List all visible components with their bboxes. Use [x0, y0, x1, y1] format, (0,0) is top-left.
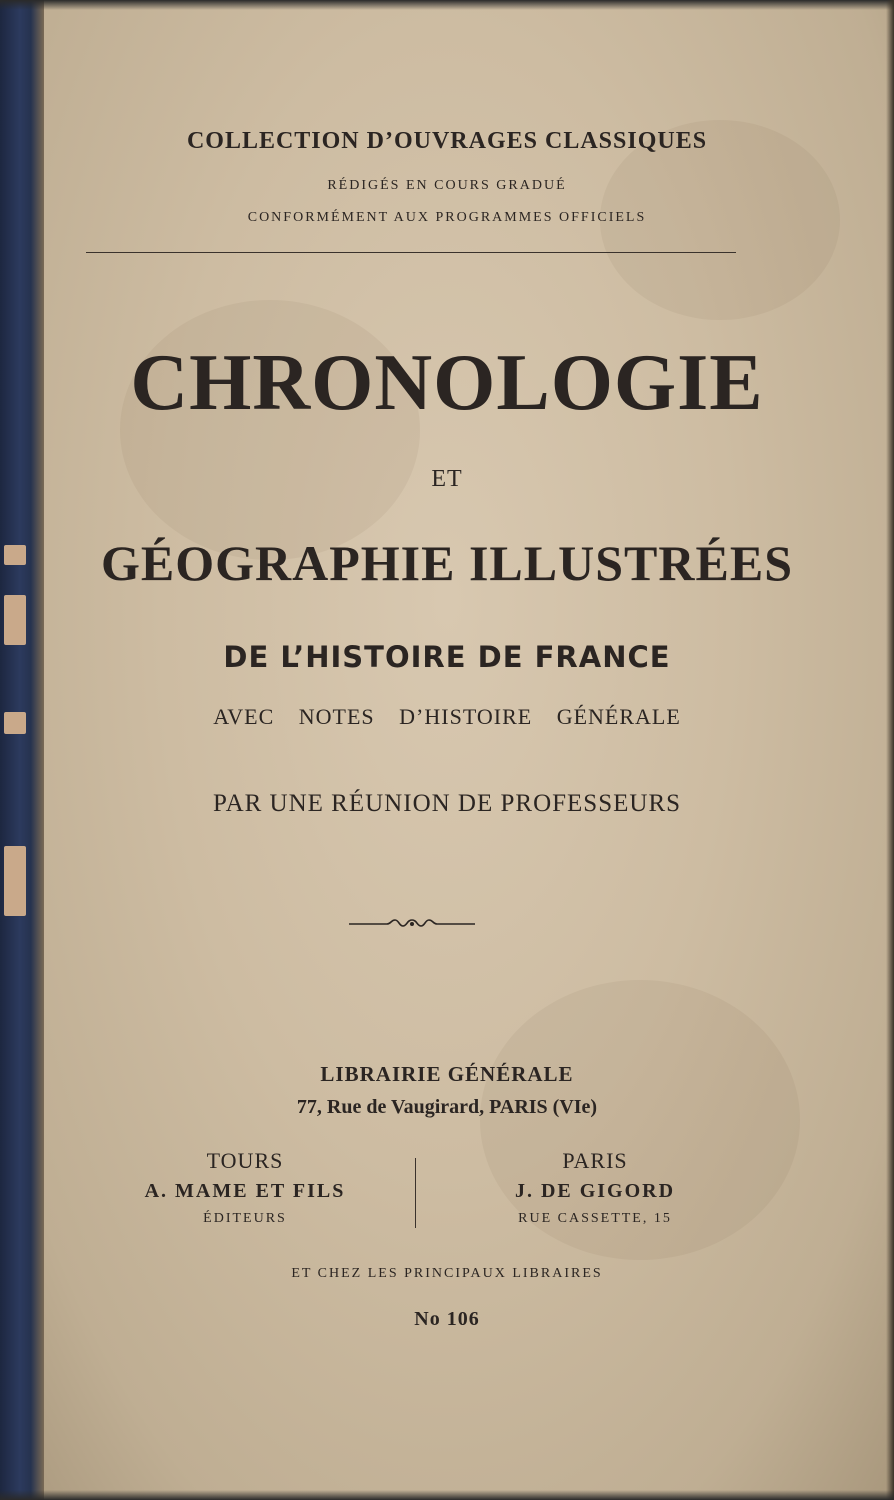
left-note: ÉDITEURS — [203, 1211, 287, 1226]
collection-subtitle-1: RÉDIGÉS EN COURS GRADUÉ — [327, 178, 567, 193]
author-line: PAR UNE RÉUNION DE PROFESSEURS — [212, 790, 682, 817]
spine-wear — [4, 595, 26, 645]
volume-number: No 106 — [414, 1308, 480, 1330]
publisher-address: 77, Rue de Vaugirard, PARIS (VIe) — [296, 1096, 598, 1118]
title-connector: ET — [431, 466, 463, 492]
publisher-left-block — [130, 1148, 360, 1227]
ornament-flourish — [347, 912, 477, 936]
collection-subtitle-2: CONFORMÉMENT AUX PROGRAMMES OFFICIELS — [247, 210, 647, 225]
distribution-line: ET CHEZ LES PRINCIPAUX LIBRAIRES — [291, 1266, 603, 1281]
main-title-chronologie: CHRONOLOGIE — [130, 339, 764, 427]
left-firm: A. MAME ET FILS — [144, 1180, 346, 1202]
spine-wear — [4, 846, 26, 916]
cover-edge-top — [0, 0, 894, 10]
right-city: PARIS — [562, 1148, 628, 1173]
collection-title: COLLECTION D’OUVRAGES CLASSIQUES — [186, 128, 708, 154]
publisher-right-block — [470, 1148, 720, 1227]
subject-line: DE L’HISTOIRE DE FRANCE — [223, 640, 671, 674]
cover-edge-bottom — [0, 1490, 894, 1500]
notes-line: AVEC NOTES D’HISTOIRE GÉNÉRALE — [213, 704, 681, 729]
right-firm: J. DE GIGORD — [514, 1180, 676, 1202]
column-divider — [415, 1158, 416, 1228]
main-title-geographie: GÉOGRAPHIE ILLUSTRÉES — [100, 535, 794, 591]
left-city: TOURS — [206, 1148, 284, 1173]
right-note: RUE CASSETTE, 15 — [518, 1211, 672, 1226]
publisher-name: LIBRAIRIE GÉNÉRALE — [320, 1062, 574, 1086]
header-rule — [86, 252, 736, 253]
